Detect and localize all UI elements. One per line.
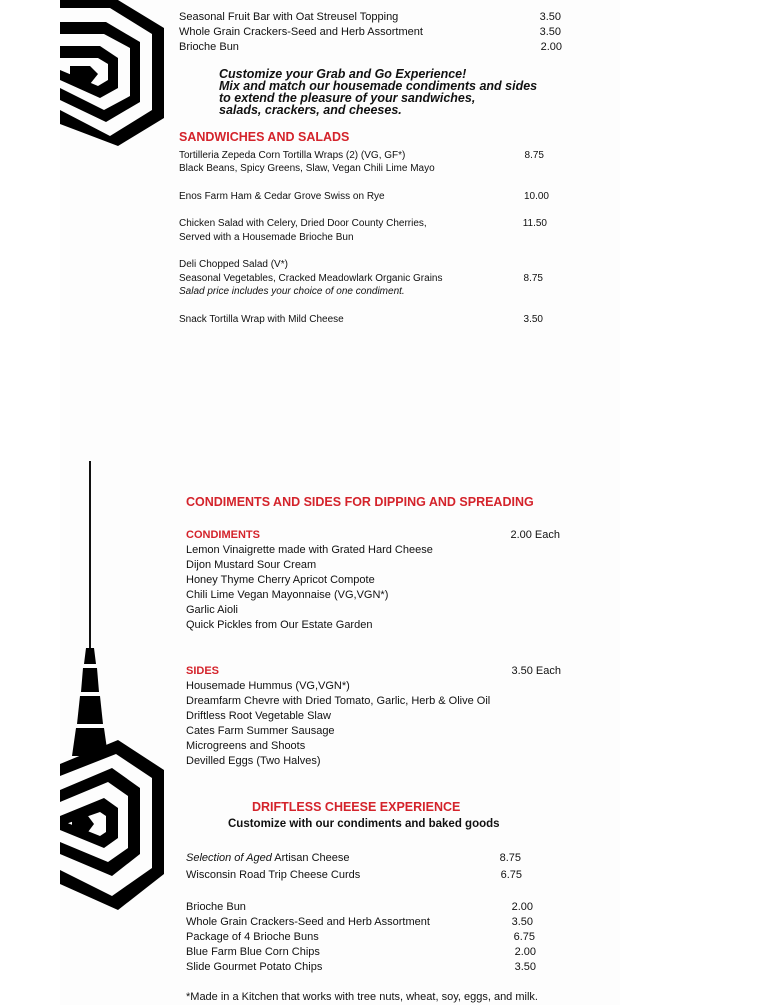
menu-item-price: 6.75 [500, 869, 522, 881]
side-item: Microgreens and Shoots [186, 740, 306, 752]
sides-price: 3.50 Each [511, 665, 561, 677]
condiment-item: Chili Lime Vegan Mayonnaise (VG,VGN*) [186, 589, 389, 601]
bakery-item-name: Package of 4 Brioche Buns [186, 931, 319, 943]
menu-item-price: 3.50 [523, 314, 543, 325]
menu-item-price: 2.00 [540, 41, 562, 53]
bakery-item-price: 3.50 [514, 961, 536, 973]
bakery-item-name: Blue Farm Blue Corn Chips [186, 946, 320, 958]
side-item: Driftless Root Vegetable Slaw [186, 710, 331, 722]
section-heading-condiments: CONDIMENTS [186, 529, 260, 541]
section-heading-sandwiches: SANDWICHES AND SALADS [179, 130, 350, 144]
menu-item-price: 8.75 [524, 150, 544, 161]
condiment-item: Dijon Mustard Sour Cream [186, 559, 317, 571]
menu-item-note: Salad price includes your choice of one condiment. [179, 286, 405, 297]
condiment-item: Quick Pickles from Our Estate Garden [186, 619, 373, 631]
menu-item-description: Seasonal Vegetables, Cracked Meadowlark Organic Grains [179, 273, 443, 284]
bakery-item-name: Whole Grain Crackers-Seed and Herb Assortment [186, 916, 430, 928]
menu-item-name: Snack Tortilla Wrap with Mild Cheese [179, 314, 344, 325]
customize-line: to extend the pleasure of your sandwiches, [219, 91, 476, 105]
menu-item-name: Deli Chopped Salad (V*) [179, 259, 288, 270]
menu-item-price: 8.75 [499, 852, 521, 864]
bakery-item-price: 2.00 [511, 901, 533, 913]
cheese-item-curds: Wisconsin Road Trip Cheese Curds [186, 869, 361, 881]
bakery-item-name: Slide Gourmet Potato Chips [186, 961, 323, 973]
cheese-subheading: Customize with our condiments and baked goods [228, 818, 500, 830]
menu-item-name: Tortilleria Zepeda Corn Tortilla Wraps (2) (VG, GF*) [179, 150, 406, 161]
cheese-item-aged [186, 852, 349, 864]
condiment-item: Garlic Aioli [186, 604, 238, 616]
side-item: Housemade Hummus (VG,VGN*) [186, 680, 350, 692]
menu-item-name: Enos Farm Ham & Cedar Grove Swiss on Rye [179, 191, 385, 202]
customize-line: salads, crackers, and cheeses. [219, 103, 402, 117]
side-item: Cates Farm Summer Sausage [186, 725, 335, 737]
cheese-item-aged-rest: Artisan Cheese [271, 852, 350, 864]
menu-item-description: Served with a Housemade Brioche Bun [179, 232, 354, 243]
logo-emblem-top [60, 0, 164, 146]
menu-item-name: Seasonal Fruit Bar with Oat Streusel Topping [179, 11, 399, 23]
bakery-item-price: 6.75 [513, 931, 535, 943]
menu-item-price: 3.50 [539, 26, 561, 38]
logo-stem-line [89, 461, 91, 651]
menu-item-price: 3.50 [539, 11, 561, 23]
bakery-item-name: Brioche Bun [186, 901, 246, 913]
cheese-item-aged-italic: Selection of Aged [186, 852, 272, 864]
section-heading-sides: SIDES [186, 665, 220, 677]
logo-emblem-bottom [60, 648, 164, 910]
menu-item-price: 11.50 [522, 218, 547, 229]
menu-item-price: 10.00 [523, 191, 549, 202]
menu-item-name: Chicken Salad with Celery, Dried Door County Cherries, [179, 218, 427, 229]
customize-line: Customize your Grab and Go Experience! [219, 67, 467, 81]
allergen-footnote: *Made in a Kitchen that works with tree nuts, wheat, soy, eggs, and milk. [186, 991, 538, 1003]
menu-item-price: 8.75 [523, 273, 543, 284]
condiment-item: Lemon Vinaigrette made with Grated Hard Cheese [186, 544, 433, 556]
side-item: Devilled Eggs (Two Halves) [186, 755, 321, 767]
menu-item-name: Brioche Bun [179, 41, 239, 53]
menu-item-name: Whole Grain Crackers-Seed and Herb Assortment [179, 26, 423, 38]
section-heading-cheese: DRIFTLESS CHEESE EXPERIENCE [252, 800, 461, 814]
menu-item-description: Black Beans, Spicy Greens, Slaw, Vegan Chili Lime Mayo [179, 163, 435, 174]
section-heading-condiments-sides: CONDIMENTS AND SIDES FOR DIPPING AND SPREADING [186, 495, 534, 509]
side-item: Dreamfarm Chevre with Dried Tomato, Garlic, Herb & Olive Oil [186, 695, 491, 707]
bakery-item-price: 2.00 [514, 946, 536, 958]
condiments-price: 2.00 Each [510, 529, 560, 541]
customize-line: Mix and match our housemade condiments and sides [219, 79, 538, 93]
bakery-item-price: 3.50 [511, 916, 533, 928]
condiment-item: Honey Thyme Cherry Apricot Compote [186, 574, 375, 586]
